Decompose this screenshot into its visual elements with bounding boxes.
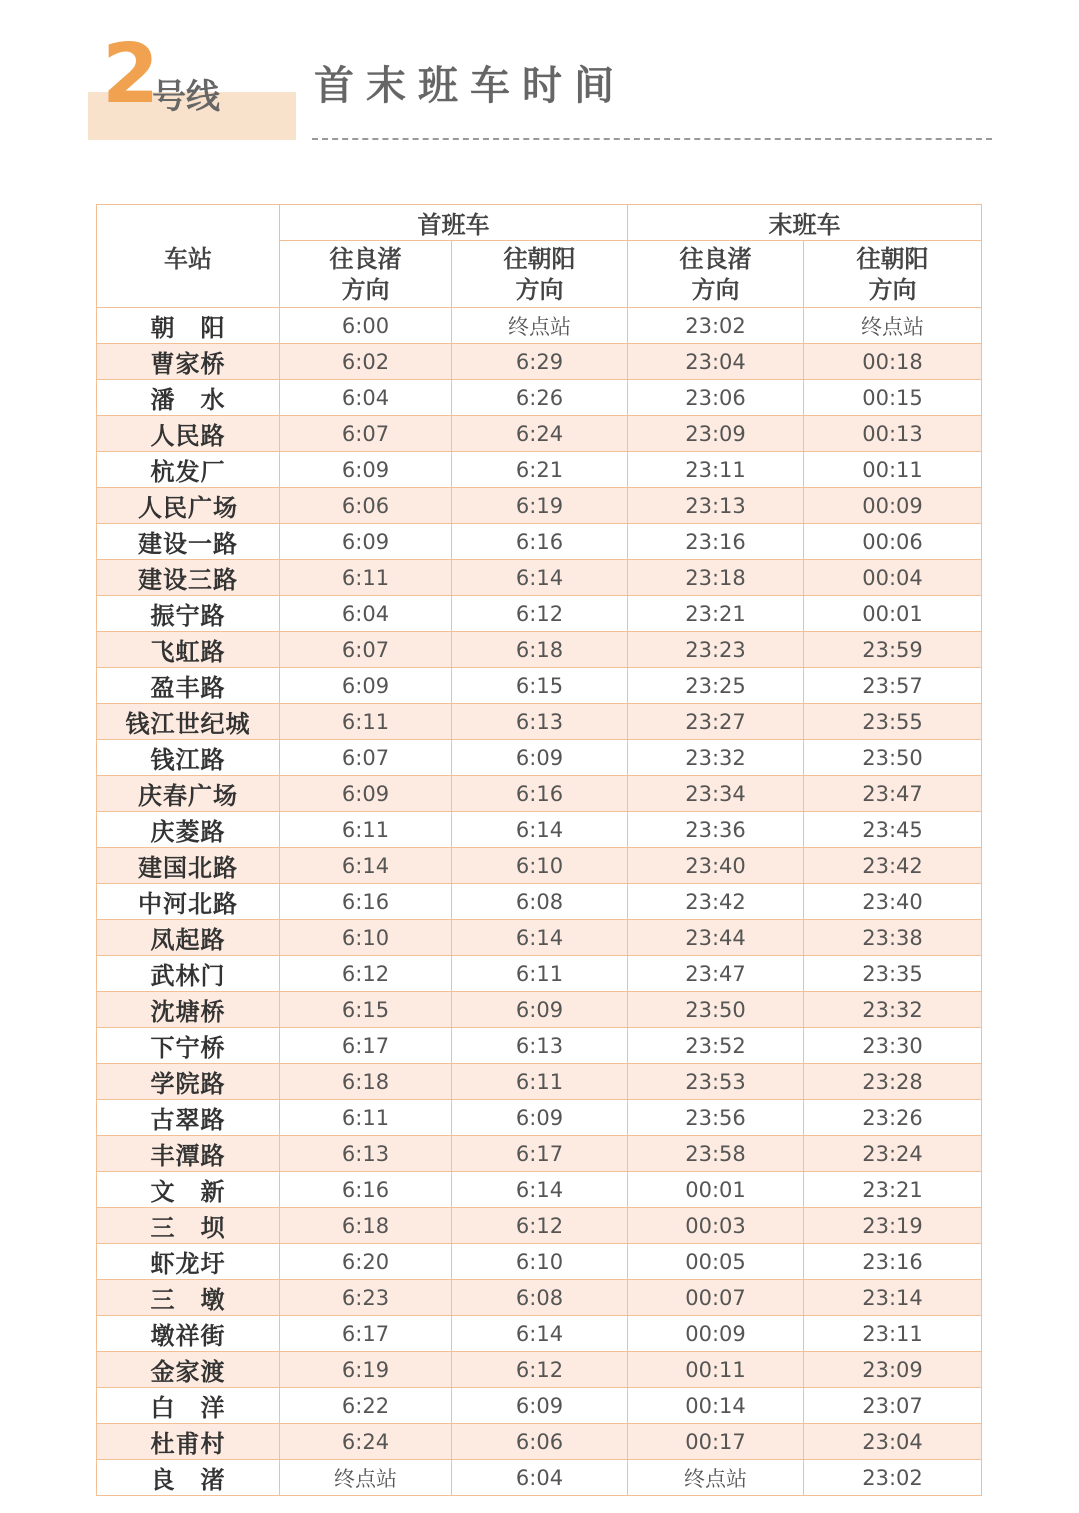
first-train-to-chaoyang-cell: 终点站 — [452, 308, 628, 344]
last-train-to-liangzhu-cell: 终点站 — [628, 1460, 804, 1496]
first-train-to-liangzhu-cell: 6:09 — [280, 452, 452, 488]
page-header — [0, 0, 1079, 160]
last-train-to-chaoyang-cell: 23:35 — [804, 956, 982, 992]
station-name-cell: 下宁桥 — [97, 1028, 280, 1064]
last-train-to-chaoyang-cell: 23:38 — [804, 920, 982, 956]
station-name-cell: 良 渚 — [97, 1460, 280, 1496]
first-train-to-liangzhu-cell: 6:02 — [280, 344, 452, 380]
last-train-to-liangzhu-cell: 00:01 — [628, 1172, 804, 1208]
first-train-to-chaoyang-cell: 6:26 — [452, 380, 628, 416]
table-row — [97, 380, 982, 416]
first-train-to-chaoyang-cell: 6:09 — [452, 740, 628, 776]
last-train-to-chaoyang-cell: 23:40 — [804, 884, 982, 920]
station-name-cell: 杭发厂 — [97, 452, 280, 488]
line-label: 号线 — [152, 77, 220, 117]
first-train-to-chaoyang-cell: 6:13 — [452, 1028, 628, 1064]
last-train-to-chaoyang-cell: 00:15 — [804, 380, 982, 416]
station-name-cell: 凤起路 — [97, 920, 280, 956]
table-row — [97, 1028, 982, 1064]
first-train-to-liangzhu-cell: 6:15 — [280, 992, 452, 1028]
direction-line1: 往朝阳 — [503, 244, 576, 273]
table-row — [97, 1100, 982, 1136]
last-train-to-chaoyang-cell: 23:16 — [804, 1244, 982, 1280]
first-train-to-chaoyang-cell: 6:19 — [452, 488, 628, 524]
station-name-cell: 三 坝 — [97, 1208, 280, 1244]
first-train-to-chaoyang-cell: 6:09 — [452, 992, 628, 1028]
table-row — [97, 992, 982, 1028]
table-row — [97, 776, 982, 812]
last-train-to-chaoyang-cell: 23:07 — [804, 1388, 982, 1424]
station-name-cell: 杜甫村 — [97, 1424, 280, 1460]
last-train-to-liangzhu-cell: 23:50 — [628, 992, 804, 1028]
timetable — [96, 204, 982, 1496]
table-row — [97, 1424, 982, 1460]
last-train-header: 末班车 — [628, 205, 982, 241]
first-train-to-liangzhu-cell: 6:07 — [280, 416, 452, 452]
first-train-to-liangzhu-cell: 6:06 — [280, 488, 452, 524]
last-train-to-liangzhu-cell: 23:27 — [628, 704, 804, 740]
station-name-cell: 庆菱路 — [97, 812, 280, 848]
direction-line1: 往良渚 — [329, 244, 402, 273]
first-train-to-chaoyang-cell: 6:21 — [452, 452, 628, 488]
first-train-to-liangzhu-cell: 6:17 — [280, 1028, 452, 1064]
first-train-to-chaoyang-cell: 6:13 — [452, 704, 628, 740]
first-train-to-liangzhu-cell: 6:12 — [280, 956, 452, 992]
station-name-cell: 学院路 — [97, 1064, 280, 1100]
last-train-to-chaoyang-cell: 23:28 — [804, 1064, 982, 1100]
station-name-cell: 曹家桥 — [97, 344, 280, 380]
table-row — [97, 884, 982, 920]
first-train-to-liangzhu-cell: 6:11 — [280, 812, 452, 848]
last-train-to-liangzhu-cell: 23:52 — [628, 1028, 804, 1064]
last-train-to-liangzhu-cell: 23:44 — [628, 920, 804, 956]
first-train-to-chaoyang-cell: 6:16 — [452, 524, 628, 560]
first-train-to-liangzhu-cell: 6:16 — [280, 1172, 452, 1208]
last-train-to-liangzhu-cell: 23:16 — [628, 524, 804, 560]
direction-line2: 方向 — [341, 275, 390, 304]
last-train-to-chaoyang-cell: 23:09 — [804, 1352, 982, 1388]
title-divider — [312, 138, 992, 140]
table-row — [97, 920, 982, 956]
station-name-cell: 人民广场 — [97, 488, 280, 524]
first-train-to-liangzhu-cell: 6:04 — [280, 380, 452, 416]
last-train-to-liangzhu-cell: 23:18 — [628, 560, 804, 596]
line-number: 2 — [102, 27, 160, 122]
last-train-to-chaoyang-cell: 终点站 — [804, 308, 982, 344]
last-train-to-chaoyang-cell: 23:32 — [804, 992, 982, 1028]
station-name-cell: 潘 水 — [97, 380, 280, 416]
last-train-to-liangzhu-cell: 23:56 — [628, 1100, 804, 1136]
first-train-to-chaoyang-cell: 6:18 — [452, 632, 628, 668]
first-train-to-chaoyang-cell: 6:06 — [452, 1424, 628, 1460]
last-train-to-liangzhu-cell: 23:06 — [628, 380, 804, 416]
first-train-to-chaoyang-cell: 6:08 — [452, 884, 628, 920]
station-name-cell: 飞虹路 — [97, 632, 280, 668]
first-train-to-chaoyang-cell: 6:11 — [452, 1064, 628, 1100]
station-name-cell: 武林门 — [97, 956, 280, 992]
first-train-to-liangzhu-cell: 6:13 — [280, 1136, 452, 1172]
station-name-cell: 中河北路 — [97, 884, 280, 920]
table-row — [97, 596, 982, 632]
last-train-to-chaoyang-cell: 00:09 — [804, 488, 982, 524]
table-row — [97, 740, 982, 776]
last-train-to-chaoyang-cell: 23:14 — [804, 1280, 982, 1316]
first-train-to-chaoyang-cell: 6:14 — [452, 812, 628, 848]
table-row — [97, 416, 982, 452]
last-train-to-liangzhu-cell: 00:07 — [628, 1280, 804, 1316]
first-train-to-chaoyang-cell: 6:14 — [452, 1316, 628, 1352]
last-train-to-liangzhu-cell: 23:36 — [628, 812, 804, 848]
station-name-cell: 建国北路 — [97, 848, 280, 884]
last-train-to-chaoyang-cell: 00:13 — [804, 416, 982, 452]
first-train-to-liangzhu-cell: 6:07 — [280, 632, 452, 668]
first-train-to-chaoyang-cell: 6:14 — [452, 920, 628, 956]
last-train-to-chaoyang-cell: 23:57 — [804, 668, 982, 704]
last-train-to-liangzhu-cell: 00:05 — [628, 1244, 804, 1280]
first-train-to-liangzhu-cell: 6:09 — [280, 524, 452, 560]
last-train-to-liangzhu-cell: 23:40 — [628, 848, 804, 884]
station-name-cell: 丰潭路 — [97, 1136, 280, 1172]
station-name-cell: 盈丰路 — [97, 668, 280, 704]
first-train-to-chaoyang-cell: 6:11 — [452, 956, 628, 992]
direction-line2: 方向 — [515, 275, 564, 304]
first-train-to-chaoyang-cell: 6:12 — [452, 1352, 628, 1388]
first-train-to-liangzhu-cell: 6:00 — [280, 308, 452, 344]
first-train-to-chaoyang-cell: 6:04 — [452, 1460, 628, 1496]
direction-header — [628, 241, 804, 308]
last-train-to-chaoyang-cell: 23:30 — [804, 1028, 982, 1064]
last-train-to-liangzhu-cell: 23:32 — [628, 740, 804, 776]
last-train-to-chaoyang-cell: 23:02 — [804, 1460, 982, 1496]
station-name-cell: 人民路 — [97, 416, 280, 452]
first-train-to-liangzhu-cell: 6:11 — [280, 704, 452, 740]
first-train-to-liangzhu-cell: 6:16 — [280, 884, 452, 920]
first-train-to-liangzhu-cell: 6:07 — [280, 740, 452, 776]
station-name-cell: 沈塘桥 — [97, 992, 280, 1028]
table-row — [97, 1316, 982, 1352]
station-name-cell: 朝 阳 — [97, 308, 280, 344]
first-train-to-chaoyang-cell: 6:12 — [452, 596, 628, 632]
first-train-to-liangzhu-cell: 6:17 — [280, 1316, 452, 1352]
last-train-to-liangzhu-cell: 00:09 — [628, 1316, 804, 1352]
last-train-to-liangzhu-cell: 23:09 — [628, 416, 804, 452]
table-row — [97, 1208, 982, 1244]
station-name-cell: 墩祥街 — [97, 1316, 280, 1352]
table-row — [97, 560, 982, 596]
last-train-to-liangzhu-cell: 23:02 — [628, 308, 804, 344]
last-train-to-chaoyang-cell: 23:55 — [804, 704, 982, 740]
last-train-to-chaoyang-cell: 23:59 — [804, 632, 982, 668]
table-row — [97, 1280, 982, 1316]
table-row — [97, 1352, 982, 1388]
timetable-body — [97, 308, 982, 1496]
last-train-to-liangzhu-cell: 23:34 — [628, 776, 804, 812]
first-train-to-liangzhu-cell: 6:04 — [280, 596, 452, 632]
first-train-to-chaoyang-cell: 6:08 — [452, 1280, 628, 1316]
last-train-to-chaoyang-cell: 23:26 — [804, 1100, 982, 1136]
last-train-to-chaoyang-cell: 23:21 — [804, 1172, 982, 1208]
last-train-to-chaoyang-cell: 23:47 — [804, 776, 982, 812]
first-train-to-liangzhu-cell: 6:22 — [280, 1388, 452, 1424]
first-train-to-chaoyang-cell: 6:14 — [452, 560, 628, 596]
last-train-to-liangzhu-cell: 23:23 — [628, 632, 804, 668]
table-row — [97, 704, 982, 740]
first-train-to-chaoyang-cell: 6:09 — [452, 1100, 628, 1136]
station-column-header: 车站 — [97, 205, 280, 308]
table-row — [97, 632, 982, 668]
direction-line1: 往良渚 — [679, 244, 752, 273]
last-train-to-chaoyang-cell: 00:18 — [804, 344, 982, 380]
table-row — [97, 1388, 982, 1424]
station-name-cell: 庆春广场 — [97, 776, 280, 812]
last-train-to-chaoyang-cell: 23:45 — [804, 812, 982, 848]
first-train-to-liangzhu-cell: 6:09 — [280, 776, 452, 812]
first-train-to-liangzhu-cell: 6:23 — [280, 1280, 452, 1316]
last-train-to-liangzhu-cell: 23:47 — [628, 956, 804, 992]
last-train-to-chaoyang-cell: 23:04 — [804, 1424, 982, 1460]
last-train-to-chaoyang-cell: 00:01 — [804, 596, 982, 632]
last-train-to-liangzhu-cell: 23:25 — [628, 668, 804, 704]
direction-line2: 方向 — [691, 275, 740, 304]
last-train-to-liangzhu-cell: 23:04 — [628, 344, 804, 380]
last-train-to-liangzhu-cell: 23:21 — [628, 596, 804, 632]
first-train-to-liangzhu-cell: 6:10 — [280, 920, 452, 956]
direction-header — [452, 241, 628, 308]
direction-line1: 往朝阳 — [856, 244, 929, 273]
table-row — [97, 1172, 982, 1208]
first-train-to-liangzhu-cell: 6:20 — [280, 1244, 452, 1280]
table-row — [97, 488, 982, 524]
first-train-to-liangzhu-cell: 6:19 — [280, 1352, 452, 1388]
first-train-to-chaoyang-cell: 6:15 — [452, 668, 628, 704]
station-name-cell: 钱江路 — [97, 740, 280, 776]
station-name-cell: 三 墩 — [97, 1280, 280, 1316]
first-train-to-liangzhu-cell: 6:24 — [280, 1424, 452, 1460]
station-name-cell: 振宁路 — [97, 596, 280, 632]
last-train-to-liangzhu-cell: 23:58 — [628, 1136, 804, 1172]
last-train-to-liangzhu-cell: 00:03 — [628, 1208, 804, 1244]
direction-header — [804, 241, 982, 308]
station-name-cell: 钱江世纪城 — [97, 704, 280, 740]
station-name-cell: 建设一路 — [97, 524, 280, 560]
first-train-header: 首班车 — [280, 205, 628, 241]
table-row — [97, 812, 982, 848]
last-train-to-liangzhu-cell: 23:11 — [628, 452, 804, 488]
table-row — [97, 1460, 982, 1496]
first-train-to-liangzhu-cell: 6:18 — [280, 1208, 452, 1244]
first-train-to-chaoyang-cell: 6:29 — [452, 344, 628, 380]
last-train-to-chaoyang-cell: 00:06 — [804, 524, 982, 560]
first-train-to-chaoyang-cell: 6:10 — [452, 848, 628, 884]
first-train-to-chaoyang-cell: 6:10 — [452, 1244, 628, 1280]
last-train-to-chaoyang-cell: 23:11 — [804, 1316, 982, 1352]
table-row — [97, 308, 982, 344]
first-train-to-chaoyang-cell: 6:16 — [452, 776, 628, 812]
last-train-to-liangzhu-cell: 23:42 — [628, 884, 804, 920]
table-row — [97, 848, 982, 884]
last-train-to-liangzhu-cell: 00:11 — [628, 1352, 804, 1388]
first-train-to-liangzhu-cell: 6:09 — [280, 668, 452, 704]
direction-line2: 方向 — [868, 275, 917, 304]
last-train-to-chaoyang-cell: 23:42 — [804, 848, 982, 884]
direction-header — [280, 241, 452, 308]
table-row — [97, 452, 982, 488]
last-train-to-chaoyang-cell: 00:11 — [804, 452, 982, 488]
last-train-to-liangzhu-cell: 00:14 — [628, 1388, 804, 1424]
first-train-to-liangzhu-cell: 6:11 — [280, 1100, 452, 1136]
first-train-to-chaoyang-cell: 6:12 — [452, 1208, 628, 1244]
last-train-to-liangzhu-cell: 00:17 — [628, 1424, 804, 1460]
first-train-to-chaoyang-cell: 6:14 — [452, 1172, 628, 1208]
table-row — [97, 1136, 982, 1172]
last-train-to-chaoyang-cell: 23:24 — [804, 1136, 982, 1172]
first-train-to-liangzhu-cell: 6:14 — [280, 848, 452, 884]
table-row — [97, 1064, 982, 1100]
last-train-to-chaoyang-cell: 23:50 — [804, 740, 982, 776]
station-name-cell: 虾龙圩 — [97, 1244, 280, 1280]
first-train-to-chaoyang-cell: 6:09 — [452, 1388, 628, 1424]
table-row — [97, 344, 982, 380]
last-train-to-chaoyang-cell: 23:19 — [804, 1208, 982, 1244]
page-title: 首末班车时间 — [314, 63, 626, 109]
table-row — [97, 1244, 982, 1280]
station-name-cell: 文 新 — [97, 1172, 280, 1208]
last-train-to-chaoyang-cell: 00:04 — [804, 560, 982, 596]
last-train-to-liangzhu-cell: 23:13 — [628, 488, 804, 524]
first-train-to-chaoyang-cell: 6:17 — [452, 1136, 628, 1172]
station-name-cell: 白 洋 — [97, 1388, 280, 1424]
table-row — [97, 524, 982, 560]
first-train-to-liangzhu-cell: 6:11 — [280, 560, 452, 596]
last-train-to-liangzhu-cell: 23:53 — [628, 1064, 804, 1100]
first-train-to-liangzhu-cell: 6:18 — [280, 1064, 452, 1100]
table-row — [97, 956, 982, 992]
first-train-to-liangzhu-cell: 终点站 — [280, 1460, 452, 1496]
station-name-cell: 建设三路 — [97, 560, 280, 596]
station-name-cell: 古翠路 — [97, 1100, 280, 1136]
table-row — [97, 668, 982, 704]
station-name-cell: 金家渡 — [97, 1352, 280, 1388]
first-train-to-chaoyang-cell: 6:24 — [452, 416, 628, 452]
